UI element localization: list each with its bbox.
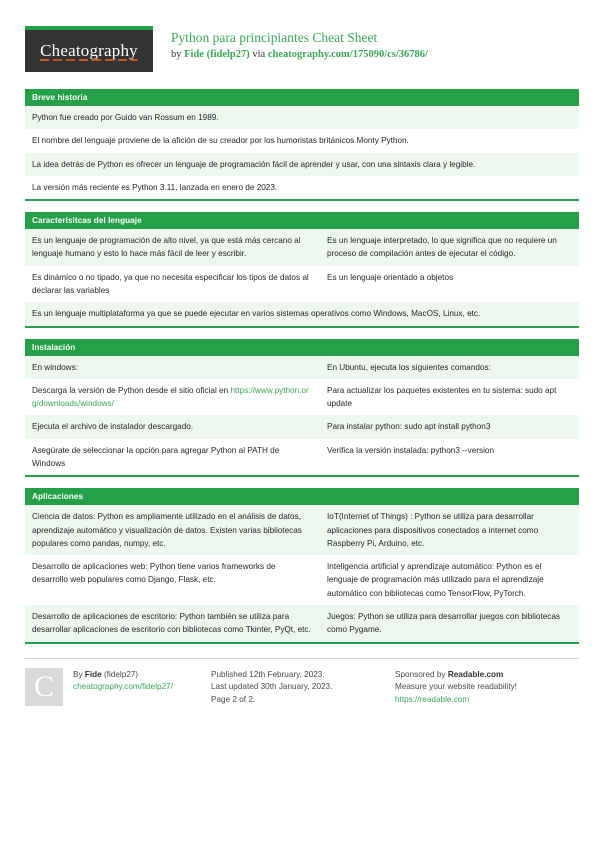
author-link[interactable]: Fide (fidelp27) xyxy=(184,49,250,61)
title-block xyxy=(153,26,428,61)
avatar xyxy=(25,668,63,706)
cell-text: En Ubuntu, ejecuta los siguientes comandos: xyxy=(327,362,491,372)
cell-text: Juegos: Python se utiliza para desarrollar juegos con bibliotecas como Pygame. xyxy=(327,611,561,635)
cell-text: Para instalar python: sudo apt install python3 xyxy=(327,422,491,432)
section-rows xyxy=(25,229,579,325)
cheatography-logo[interactable] xyxy=(25,26,153,72)
footer-sponsor-column xyxy=(395,658,579,708)
sponsor-name: Readable.com xyxy=(447,669,504,679)
cell-text: Ciencia de datos: Python es ampliamente utilizado en el análisis de datos, aprendizaje automático y visualización de datos. Existen varias bibliotecas populares como pandas, numpy, etc. xyxy=(32,512,302,548)
footer-author-text xyxy=(63,668,173,708)
table-row xyxy=(25,302,579,325)
page-title: Python para principiantes Cheat Sheet xyxy=(171,30,378,45)
cell-text: Inteligencia artificial y aprendizaje automático: Python es el lenguaje de programación más utilizado para el aprendizaje automático con bibliotecas como TensorFlow, PyTorch. xyxy=(327,562,544,598)
cell-text: IoT(Internet of Things) : Python se utiliza para desarrollar aplicaciones para dispositivos conectados a internet como Raspberry Pi, Arduino, etc. xyxy=(327,512,539,548)
sponsor-tagline: Measure your website readability! xyxy=(395,682,517,692)
sponsor-line xyxy=(395,669,517,682)
page-number: Page 2 of 2. xyxy=(211,695,256,705)
section-title: Aplicaciones xyxy=(25,488,579,505)
cell-text: Desarrollo de aplicaciones web: Python tiene varios frameworks de desarrollo web populares como Django, Flask, etc. xyxy=(32,562,276,585)
table-row xyxy=(25,505,579,555)
avatar-letter: C xyxy=(33,669,54,703)
section-rows xyxy=(25,356,579,476)
table-row xyxy=(25,555,579,605)
cell-text: La versión más reciente es Python 3.11, lanzada en enero de 2023. xyxy=(32,182,278,192)
cell-text: Desarrollo de aplicaciones de escritorio: Python también se utiliza para desarrollar aplicaciones de escritorio con bibliotecas como Tkinter, PyQt, etc. xyxy=(32,611,311,635)
cell-text: En windows: xyxy=(32,362,78,372)
table-row xyxy=(25,106,579,129)
section-title: Breve historia xyxy=(25,89,579,106)
table-row xyxy=(25,379,579,416)
published-date: Published 12th February, 2023. xyxy=(211,669,325,679)
cell-text: Es un lenguaje orientado a objetos xyxy=(327,272,454,282)
cell-text: Ejecuta el archivo de instalador descargado. xyxy=(32,422,194,432)
footer-author-line xyxy=(73,669,173,682)
page-footer xyxy=(25,658,579,708)
cell-text: Python fue creado por Guido van Rossum en 1989. xyxy=(32,113,219,123)
cell-text-prefix: Descarga la versión de Python desde el sitio oficial en xyxy=(32,385,231,395)
section-aplicaciones xyxy=(25,488,579,643)
table-row xyxy=(25,415,579,438)
cell-text: Es dinámico o no tipado, ya que no necesita especificar los tipos de datos al declarar las variables xyxy=(32,272,309,295)
cell-text: El nombre del lenguaje proviene de la afición de su creador por los humoristas británicos Monty Python. xyxy=(32,136,409,146)
footer-by-prefix: By xyxy=(73,669,85,679)
sponsor-prefix: Sponsored by xyxy=(395,669,448,679)
section-caracteristicas xyxy=(25,212,579,327)
footer-author-column xyxy=(25,658,211,708)
table-row xyxy=(25,153,579,176)
source-url-link[interactable]: cheatography.com/175090/cs/36786/ xyxy=(267,49,428,61)
footer-author-name: Fide xyxy=(84,669,102,679)
byline xyxy=(171,48,428,61)
footer-author-handle: (fidelp27) xyxy=(101,669,139,679)
cell-text: Asegúrate de seleccionar la opción para agregar Python al PATH de Windows xyxy=(32,445,280,468)
logo-text: Cheatography xyxy=(40,40,138,60)
table-row xyxy=(25,605,579,642)
section-rows xyxy=(25,505,579,641)
footer-sponsor-text xyxy=(395,668,517,708)
cell-text: La idea detrás de Python es ofrecer un lenguaje de programación fácil de aprender y usar, con una sintaxis clara y legible. xyxy=(32,159,476,169)
cell-text: Es un lenguaje multiplataforma ya que se puede ejecutar en varios sistemas operativos como Windows, MacOS, Linux, etc. xyxy=(32,309,481,319)
byline-prefix: by xyxy=(171,49,185,61)
python-download-link[interactable]: https://www.python.org/downloads/windows/ xyxy=(32,385,309,409)
table-row xyxy=(25,266,579,303)
section-instalacion xyxy=(25,339,579,478)
section-breve-historia xyxy=(25,89,579,201)
section-title: Instalación xyxy=(25,339,579,356)
masthead xyxy=(25,26,579,78)
cell-text: Verifica la versión instalada: python3 --version xyxy=(327,445,495,455)
table-row xyxy=(25,356,579,379)
footer-dates-text xyxy=(211,668,332,708)
footer-author-link[interactable]: cheatography.com/fidelp27/ xyxy=(73,682,173,692)
cell-text: Es un lenguaje interpretado, lo que significa que no requiere un proceso de compilación antes de ejecutar el código. xyxy=(327,236,557,259)
footer-author-url-line xyxy=(73,681,173,694)
byline-via: via xyxy=(249,49,268,61)
table-row xyxy=(25,129,579,152)
cell-text: Es un lenguaje de programación de alto nivel, ya que está más cercano al lenguaje humano y esto lo hace más fácil de leer y escribir. xyxy=(32,236,301,259)
table-row xyxy=(25,439,579,476)
section-rows xyxy=(25,106,579,199)
sponsor-link[interactable]: https://readable.com xyxy=(395,695,470,705)
section-title: Caracterísitcas del lenguaje xyxy=(25,212,579,229)
updated-date: Last updated 30th January, 2023. xyxy=(211,682,333,692)
sponsor-url-line xyxy=(395,694,517,707)
table-row xyxy=(25,229,579,266)
table-row xyxy=(25,176,579,199)
cell-text-with-link xyxy=(25,379,320,416)
cell-text: Para actualizar los paquetes existentes en tu sistema: sudo apt update xyxy=(327,385,557,409)
footer-dates-column xyxy=(211,658,395,708)
